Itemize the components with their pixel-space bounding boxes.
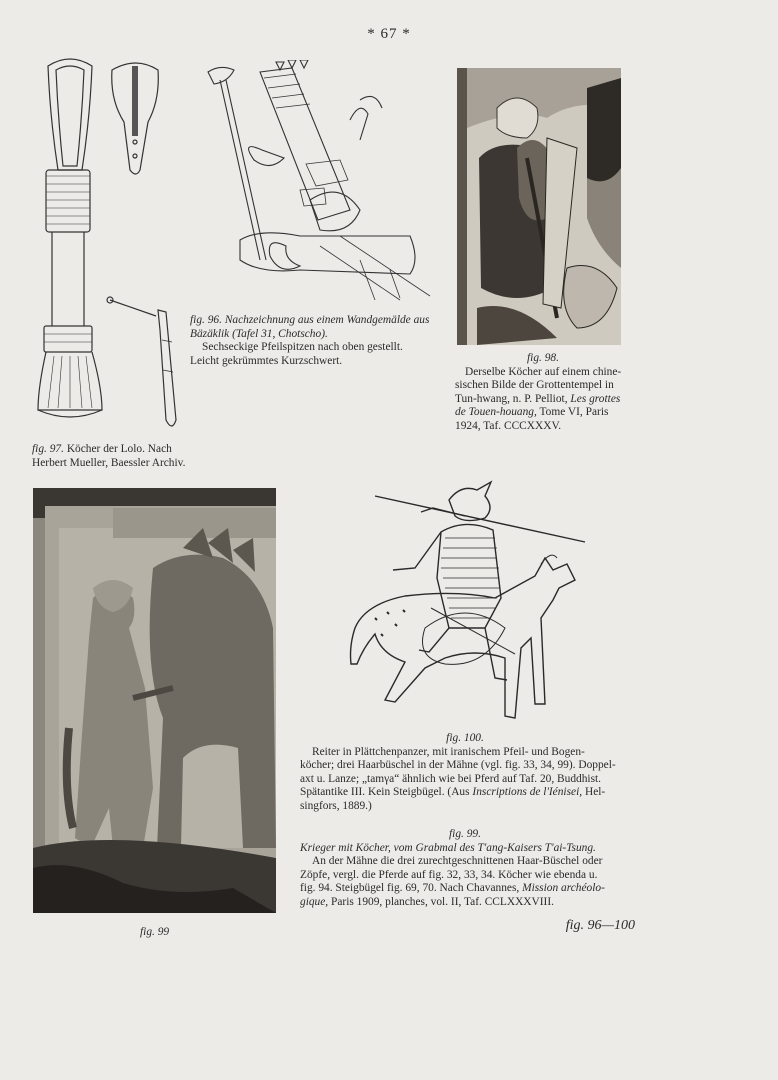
fig96-text-1: Sechseckige Pfeilspitzen nach oben gestellt.: [202, 341, 403, 354]
fig100-text-4: Spätantike III. Kein Steigbügel. (Aus: [300, 786, 470, 799]
fig97-text-1: Köcher der Lolo. Nach: [66, 443, 172, 455]
quiver-clasp-drawing: [106, 290, 186, 440]
fig99-text-1: An der Mähne die drei zurechtgeschnittenen Haar-Büschel oder: [312, 855, 603, 868]
fig100-label: fig. 100.: [446, 732, 484, 744]
page-number: * 67 *: [367, 26, 411, 42]
fig100-text-4b: Hel-: [584, 786, 606, 799]
fig99-text-2: Zöpfe, vergl. die Pferde auf fig. 32, 33, 34. Köcher wie ebenda u.: [300, 868, 598, 881]
fig100-text-3: axt u. Lanze; „tamγa“ ähnlich wie bei Pferd auf Taf. 20, Buddhist.: [300, 772, 602, 785]
fig99-text-3: fig. 94. Steigbügel fig. 69, 70. Nach Chavannes,: [300, 882, 520, 895]
fig97-caption: [32, 443, 202, 470]
fig96-label: fig. 96.: [190, 314, 222, 326]
fig99-text-3-italic: Mission archéolo-: [522, 882, 605, 895]
fig98-text-5: 1924, Taf. CCCXXXV.: [455, 419, 562, 432]
quiver-detail-drawing: [106, 60, 166, 185]
rider-drawing-fig100: [345, 478, 595, 723]
fig98-text-1: Derselbe Köcher auf einem chine-: [465, 365, 622, 378]
fig99-caption: [300, 828, 630, 910]
fig96-title-2: Bäzäklik (Tafel 31, Chotscho).: [190, 327, 328, 340]
fig99-title: Krieger mit Köcher, vom Grabmal des T'ang-Kaisers T'ai-Tsung.: [300, 841, 596, 854]
fig99-text-4: Paris 1909, planches, vol. II, Taf. CCLXXXVIII.: [331, 895, 554, 908]
cave-painting-photo-fig98: [457, 68, 621, 345]
fig98-text-4: Tome VI, Paris: [539, 406, 609, 419]
fig98-label: fig. 98.: [527, 352, 559, 364]
fig100-text-2: köcher; drei Haarbüschel in der Mähne (vgl. fig. 33, 34, 99). Doppel-: [300, 759, 616, 772]
fig96-title-1: Nachzeichnung aus einem Wandgemälde aus: [224, 314, 430, 326]
fig98-text-3: Tun-hwang, n. P. Pelliot,: [455, 392, 568, 405]
fig100-text-1: Reiter in Plättchenpanzer, mit iranischem Pfeil- und Bogen-: [312, 745, 585, 758]
fig100-text-4-italic: Inscriptions de l'Iénisei,: [472, 786, 583, 799]
relief-photo-fig99: [33, 488, 276, 913]
figure-range-label: fig. 96—100: [565, 918, 635, 933]
fig99-photo-label: fig. 99: [140, 926, 170, 938]
fig96-caption: [190, 314, 444, 368]
fig97-label: fig. 97.: [32, 443, 64, 455]
fig99-text-4-italic: gique,: [300, 895, 329, 908]
fig98-text-3-italic: Les grottes: [570, 392, 621, 405]
fig98-caption: [455, 352, 631, 434]
quiver-drawing-fig97: [30, 58, 110, 433]
fig100-caption: [300, 732, 630, 814]
fig98-text-4-italic: de Touen-houang,: [455, 406, 537, 419]
wall-painting-drawing-fig96: [200, 60, 440, 305]
fig99-label: fig. 99.: [449, 828, 481, 840]
fig97-text-2: Herbert Mueller, Baessler Archiv.: [32, 456, 186, 469]
fig96-text-2: Leicht gekrümmtes Kurzschwert.: [190, 354, 343, 367]
fig100-text-5: singfors, 1889.): [300, 799, 372, 812]
fig98-text-2: sischen Bilde der Grottentempel in: [455, 379, 614, 392]
